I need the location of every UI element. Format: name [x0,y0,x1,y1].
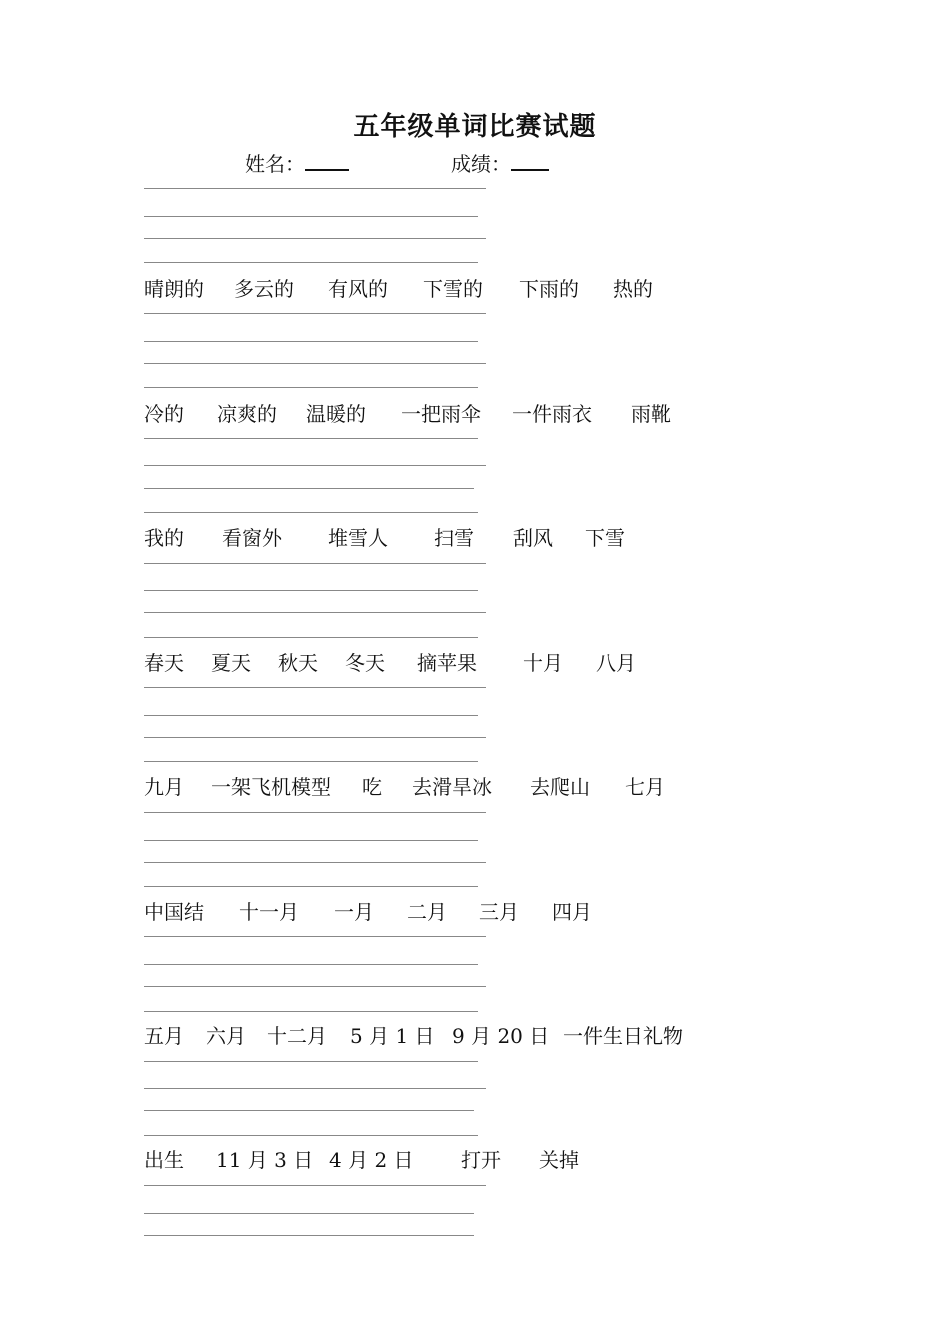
word-item: 出生 [144,1148,184,1172]
answer-line[interactable] [144,387,478,388]
answer-line[interactable] [144,1213,474,1214]
name-field [245,148,349,177]
answer-line[interactable] [144,761,478,762]
score-field [451,148,549,177]
answer-line[interactable] [144,886,478,887]
word-item: 雨靴 [631,402,671,426]
word-item: 摘苹果 [417,651,477,675]
word-item: 多云的 [234,277,294,301]
word-item: 春天 [144,651,184,675]
word-item: 4 月 2 日 [329,1148,414,1172]
answer-line[interactable] [144,715,478,716]
answer-line[interactable] [144,840,478,841]
answer-line[interactable] [144,488,474,489]
answer-line[interactable] [144,687,486,688]
word-item: 11 月 3 日 [216,1148,314,1172]
word-item: 二月 [407,900,447,924]
answer-line[interactable] [144,986,486,987]
answer-line[interactable] [144,341,478,342]
word-item: 看窗外 [222,526,282,550]
score-label: 成绩： [451,152,511,176]
answer-line[interactable] [144,936,486,937]
answer-line[interactable] [144,1185,486,1186]
word-item: 有风的 [328,277,388,301]
answer-line[interactable] [144,1088,486,1089]
answer-line[interactable] [144,216,478,217]
word-item: 一月 [334,900,374,924]
word-item: 晴朗的 [144,277,204,301]
answer-line[interactable] [144,862,486,863]
word-item: 一架飞机模型 [211,775,331,799]
answer-line[interactable] [144,1135,478,1136]
answer-line[interactable] [144,1235,474,1236]
word-item: 四月 [552,900,592,924]
word-item: 冷的 [144,402,184,426]
answer-line[interactable] [144,812,486,813]
answer-line[interactable] [144,465,486,466]
word-item: 5 月 1 日 [350,1024,435,1048]
word-item: 一把雨伞 [401,402,481,426]
word-item: 9 月 20 日 [452,1024,550,1048]
name-label: 姓名： [245,152,305,176]
word-item: 打开 [461,1148,501,1172]
word-item: 夏天 [211,651,251,675]
word-item: 扫雪 [434,526,474,550]
answer-line[interactable] [144,512,478,513]
answer-line[interactable] [144,737,486,738]
page-title: 五年级单词比赛试题 [353,112,597,142]
word-item: 九月 [144,775,184,799]
name-blank[interactable] [305,149,349,171]
answer-line[interactable] [144,238,486,239]
word-item: 三月 [479,900,519,924]
answer-line[interactable] [144,964,478,965]
answer-line[interactable] [144,1061,478,1062]
word-item: 十一月 [239,900,299,924]
score-blank[interactable] [511,149,549,171]
word-item: 一件雨衣 [512,402,592,426]
word-item: 五月 [144,1024,184,1048]
word-item: 七月 [625,775,665,799]
word-item: 六月 [206,1024,246,1048]
word-item: 下雪的 [423,277,483,301]
word-item: 冬天 [345,651,385,675]
word-item: 去爬山 [530,775,590,799]
word-item: 关掉 [539,1148,579,1172]
word-item: 凉爽的 [217,402,277,426]
word-item: 下雨的 [519,277,579,301]
word-item: 刮风 [513,526,553,550]
answer-line[interactable] [144,563,486,564]
word-item: 十月 [523,651,563,675]
word-item: 八月 [596,651,636,675]
word-item: 中国结 [144,900,204,924]
answer-line[interactable] [144,637,478,638]
word-item: 我的 [144,526,184,550]
word-item: 堆雪人 [328,526,388,550]
word-item: 去滑旱冰 [412,775,492,799]
answer-line[interactable] [144,262,478,263]
answer-line[interactable] [144,590,478,591]
word-item: 热的 [613,277,653,301]
word-item: 温暖的 [306,402,366,426]
answer-line[interactable] [144,438,478,439]
word-item: 一件生日礼物 [563,1024,683,1048]
answer-line[interactable] [144,188,486,189]
answer-line[interactable] [144,612,486,613]
answer-line[interactable] [144,363,486,364]
word-item: 吃 [362,775,382,799]
word-item: 秋天 [278,651,318,675]
word-item: 下雪 [585,526,625,550]
answer-line[interactable] [144,313,486,314]
answer-line[interactable] [144,1110,474,1111]
word-item: 十二月 [267,1024,327,1048]
answer-line[interactable] [144,1011,478,1012]
